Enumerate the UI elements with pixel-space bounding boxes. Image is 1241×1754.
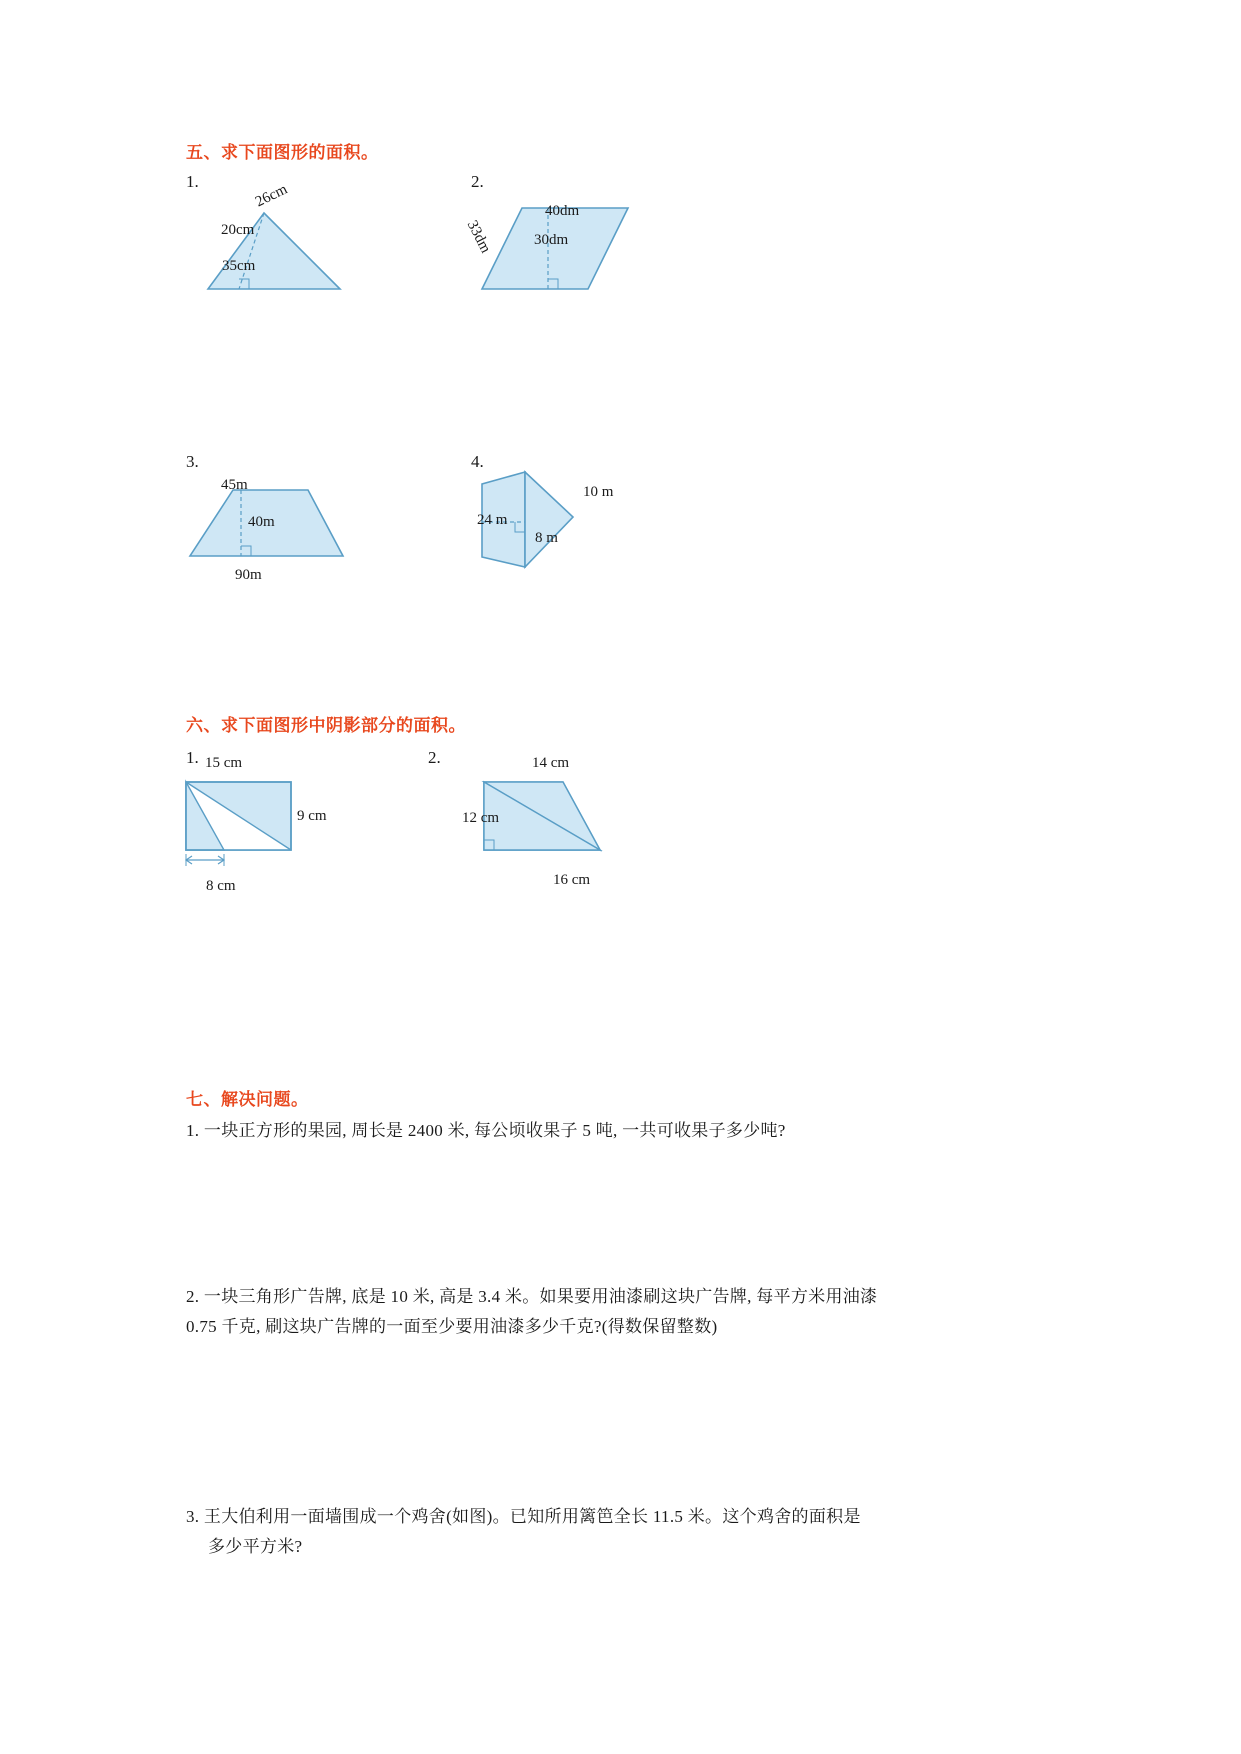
question-7-2-line2: 0.75 千克, 刷这块广告牌的一面至少要用油漆多少千克?(得数保留整数) — [186, 1317, 718, 1336]
item-number-6-2: 2. — [428, 748, 441, 767]
label-5-4-right: 10 m — [583, 484, 614, 500]
question-7-2-line1: 2. 一块三角形广告牌, 底是 10 米, 高是 3.4 米。如果要用油漆刷这块广告牌, 每平方米用油漆 — [186, 1287, 878, 1306]
question-7-3-line1: 3. 王大伯利用一面墙围成一个鸡舍(如图)。已知所用篱笆全长 11.5 米。这个鸡舍的面积是 — [186, 1507, 861, 1526]
figure-6-2-trapezoid — [458, 772, 658, 882]
question-7-3-line2: 多少平方米? — [208, 1537, 303, 1556]
section-title-seven: 七、解决问题。 — [186, 1090, 309, 1109]
label-5-2-top: 40dm — [545, 203, 580, 219]
item-number-5-3: 3. — [186, 452, 199, 471]
label-5-3-top: 45m — [221, 477, 248, 493]
label-6-2-top: 14 cm — [532, 755, 570, 771]
label-5-2-height: 30dm — [534, 232, 569, 248]
figure-5-3-trapezoid — [180, 468, 390, 573]
label-5-4-left: 24 m — [477, 512, 508, 528]
label-5-1-base: 35cm — [222, 258, 256, 274]
label-6-2-left: 12 cm — [462, 810, 500, 826]
label-5-3-base: 90m — [235, 567, 262, 583]
label-5-2-side: 33dm — [463, 218, 494, 256]
label-5-3-height: 40m — [248, 514, 275, 530]
item-number-5-2: 2. — [471, 172, 484, 191]
figure-6-1-rectangle — [180, 772, 380, 882]
question-7-1: 1. 一块正方形的果园, 周长是 2400 米, 每公顷收果子 5 吨, 一共可收果子多少吨? — [186, 1121, 786, 1140]
label-6-1-right: 9 cm — [297, 808, 327, 824]
item-number-6-1: 1. — [186, 748, 199, 767]
item-number-5-4: 4. — [471, 452, 484, 471]
label-5-1-side: 26cm — [253, 181, 290, 211]
label-6-1-bottom: 8 cm — [206, 878, 236, 894]
section-title-five: 五、求下面图形的面积。 — [186, 143, 379, 162]
label-5-4-inner: 8 m — [535, 530, 558, 546]
label-5-1-height: 20cm — [221, 222, 255, 238]
item-number-5-1: 1. — [186, 172, 199, 191]
label-6-1-top: 15 cm — [205, 755, 243, 771]
section-title-six: 六、求下面图形中阴影部分的面积。 — [186, 716, 466, 735]
label-6-2-bottom: 16 cm — [553, 872, 591, 888]
